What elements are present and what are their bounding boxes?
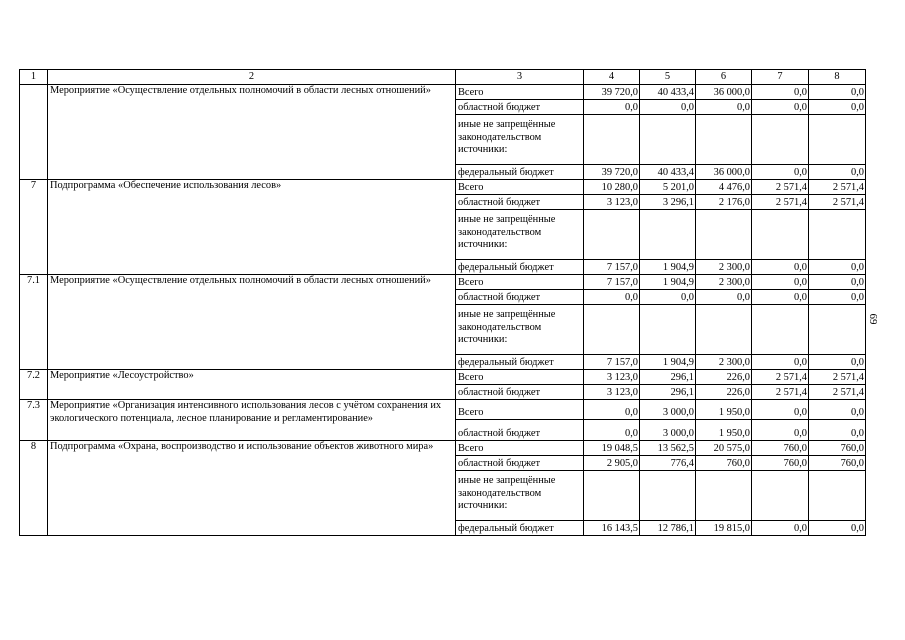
amount-cell: 3 123,0 — [584, 370, 640, 385]
row-number-cell: 7.1 — [20, 275, 48, 370]
funding-source-cell: областной бюджет — [456, 420, 584, 441]
amount-cell: 5 201,0 — [640, 180, 696, 195]
amount-cell: 36 000,0 — [696, 85, 752, 100]
amount-cell: 2 176,0 — [696, 195, 752, 210]
column-header: 5 — [640, 70, 696, 85]
funding-source-cell: иные не запрещённые законодательством источники: — [456, 115, 584, 165]
amount-cell: 0,0 — [809, 400, 866, 420]
amount-cell — [584, 115, 640, 165]
funding-source-cell: областной бюджет — [456, 100, 584, 115]
funding-source-cell: Всего — [456, 85, 584, 100]
amount-cell: 0,0 — [752, 355, 809, 370]
amount-cell: 0,0 — [809, 275, 866, 290]
amount-cell: 19 815,0 — [696, 521, 752, 536]
table-row — [20, 275, 866, 290]
program-name-cell: Мероприятие «Осуществление отдельных полномочий в области лесных отношений» — [48, 275, 456, 370]
amount-cell: 0,0 — [752, 290, 809, 305]
funding-source-cell: иные не запрещённые законодательством источники: — [456, 210, 584, 260]
amount-cell — [752, 115, 809, 165]
program-name-cell: Мероприятие «Организация интенсивного использования лесов с учётом сохранения их экологического потенциала, лесное планирование и регламентирование» — [48, 400, 456, 441]
amount-cell: 4 476,0 — [696, 180, 752, 195]
amount-cell: 0,0 — [640, 290, 696, 305]
amount-cell: 760,0 — [752, 456, 809, 471]
funding-source-cell: федеральный бюджет — [456, 260, 584, 275]
amount-cell — [696, 471, 752, 521]
amount-cell: 0,0 — [809, 355, 866, 370]
amount-cell: 7 157,0 — [584, 260, 640, 275]
column-header: 3 — [456, 70, 584, 85]
funding-source-cell: Всего — [456, 400, 584, 420]
amount-cell: 3 296,1 — [640, 195, 696, 210]
amount-cell: 0,0 — [809, 420, 866, 441]
amount-cell: 40 433,4 — [640, 165, 696, 180]
amount-cell: 3 123,0 — [584, 195, 640, 210]
amount-cell — [809, 210, 866, 260]
row-number-cell: 7.3 — [20, 400, 48, 441]
amount-cell: 2 571,4 — [809, 195, 866, 210]
amount-cell — [640, 210, 696, 260]
budget-table — [19, 69, 866, 536]
amount-cell — [752, 471, 809, 521]
amount-cell: 226,0 — [696, 370, 752, 385]
amount-cell: 2 571,4 — [809, 370, 866, 385]
column-number-row — [20, 70, 866, 85]
amount-cell: 0,0 — [584, 100, 640, 115]
funding-source-cell: областной бюджет — [456, 385, 584, 400]
funding-source-cell: иные не запрещённые законодательством источники: — [456, 471, 584, 521]
amount-cell: 2 300,0 — [696, 260, 752, 275]
funding-source-cell: федеральный бюджет — [456, 165, 584, 180]
column-header: 8 — [809, 70, 866, 85]
amount-cell: 19 048,5 — [584, 441, 640, 456]
amount-cell — [584, 305, 640, 355]
amount-cell: 760,0 — [809, 441, 866, 456]
amount-cell: 2 571,4 — [809, 180, 866, 195]
amount-cell: 0,0 — [809, 260, 866, 275]
amount-cell: 0,0 — [809, 165, 866, 180]
amount-cell: 16 143,5 — [584, 521, 640, 536]
amount-cell: 1 904,9 — [640, 260, 696, 275]
row-number-cell: 7.2 — [20, 370, 48, 400]
funding-source-cell: Всего — [456, 180, 584, 195]
amount-cell: 2 300,0 — [696, 275, 752, 290]
amount-cell: 0,0 — [752, 260, 809, 275]
column-header: 7 — [752, 70, 809, 85]
amount-cell — [809, 471, 866, 521]
budget-table-sheet — [19, 69, 865, 536]
amount-cell: 1 904,9 — [640, 355, 696, 370]
program-name-cell: Подпрограмма «Охрана, воспроизводство и использование объектов животного мира» — [48, 441, 456, 536]
table-row — [20, 370, 866, 385]
amount-cell: 2 571,4 — [752, 385, 809, 400]
amount-cell: 20 575,0 — [696, 441, 752, 456]
funding-source-cell: областной бюджет — [456, 195, 584, 210]
amount-cell: 0,0 — [752, 400, 809, 420]
amount-cell: 0,0 — [809, 100, 866, 115]
funding-source-cell: областной бюджет — [456, 290, 584, 305]
amount-cell — [584, 471, 640, 521]
amount-cell — [752, 210, 809, 260]
amount-cell: 12 786,1 — [640, 521, 696, 536]
funding-source-cell: Всего — [456, 275, 584, 290]
amount-cell — [584, 210, 640, 260]
amount-cell — [640, 471, 696, 521]
amount-cell: 0,0 — [696, 100, 752, 115]
amount-cell — [809, 115, 866, 165]
amount-cell: 0,0 — [752, 85, 809, 100]
column-header: 6 — [696, 70, 752, 85]
amount-cell: 0,0 — [752, 420, 809, 441]
funding-source-cell: иные не запрещённые законодательством источники: — [456, 305, 584, 355]
table-body — [20, 85, 866, 536]
amount-cell: 3 123,0 — [584, 385, 640, 400]
funding-source-cell: федеральный бюджет — [456, 521, 584, 536]
amount-cell: 7 157,0 — [584, 275, 640, 290]
amount-cell: 0,0 — [809, 85, 866, 100]
page-number: 69 — [867, 313, 879, 325]
amount-cell: 39 720,0 — [584, 85, 640, 100]
column-header: 4 — [584, 70, 640, 85]
amount-cell: 760,0 — [809, 456, 866, 471]
amount-cell: 1 950,0 — [696, 420, 752, 441]
amount-cell — [752, 305, 809, 355]
program-name-cell: Мероприятие «Лесоустройство» — [48, 370, 456, 400]
amount-cell: 226,0 — [696, 385, 752, 400]
row-number-cell: 7 — [20, 180, 48, 275]
amount-cell: 0,0 — [584, 290, 640, 305]
amount-cell — [696, 210, 752, 260]
amount-cell: 2 300,0 — [696, 355, 752, 370]
amount-cell — [640, 115, 696, 165]
amount-cell: 40 433,4 — [640, 85, 696, 100]
amount-cell: 0,0 — [752, 521, 809, 536]
table-row — [20, 400, 866, 420]
amount-cell: 2 571,4 — [752, 370, 809, 385]
table-row — [20, 180, 866, 195]
amount-cell: 2 905,0 — [584, 456, 640, 471]
funding-source-cell: областной бюджет — [456, 456, 584, 471]
amount-cell: 760,0 — [752, 441, 809, 456]
amount-cell: 0,0 — [696, 290, 752, 305]
program-name-cell: Подпрограмма «Обеспечение использования лесов» — [48, 180, 456, 275]
funding-source-cell: Всего — [456, 370, 584, 385]
row-number-cell: 8 — [20, 441, 48, 536]
amount-cell: 3 000,0 — [640, 400, 696, 420]
amount-cell — [809, 305, 866, 355]
amount-cell: 2 571,4 — [752, 180, 809, 195]
column-header: 1 — [20, 70, 48, 85]
amount-cell: 2 571,4 — [809, 385, 866, 400]
amount-cell: 296,1 — [640, 370, 696, 385]
amount-cell: 0,0 — [584, 420, 640, 441]
amount-cell: 760,0 — [696, 456, 752, 471]
funding-source-cell: Всего — [456, 441, 584, 456]
amount-cell: 36 000,0 — [696, 165, 752, 180]
amount-cell: 776,4 — [640, 456, 696, 471]
amount-cell: 7 157,0 — [584, 355, 640, 370]
amount-cell — [640, 305, 696, 355]
amount-cell: 296,1 — [640, 385, 696, 400]
amount-cell: 0,0 — [809, 290, 866, 305]
amount-cell: 0,0 — [752, 275, 809, 290]
amount-cell: 13 562,5 — [640, 441, 696, 456]
table-row — [20, 85, 866, 100]
row-number-cell — [20, 85, 48, 180]
program-name-cell: Мероприятие «Осуществление отдельных полномочий в области лесных отношений» — [48, 85, 456, 180]
amount-cell: 0,0 — [640, 100, 696, 115]
column-header: 2 — [48, 70, 456, 85]
amount-cell — [696, 305, 752, 355]
amount-cell: 39 720,0 — [584, 165, 640, 180]
amount-cell: 0,0 — [809, 521, 866, 536]
amount-cell: 0,0 — [584, 400, 640, 420]
amount-cell: 1 950,0 — [696, 400, 752, 420]
amount-cell: 10 280,0 — [584, 180, 640, 195]
amount-cell: 0,0 — [752, 100, 809, 115]
table-row — [20, 441, 866, 456]
amount-cell: 2 571,4 — [752, 195, 809, 210]
amount-cell: 1 904,9 — [640, 275, 696, 290]
amount-cell: 3 000,0 — [640, 420, 696, 441]
amount-cell: 0,0 — [752, 165, 809, 180]
funding-source-cell: федеральный бюджет — [456, 355, 584, 370]
amount-cell — [696, 115, 752, 165]
